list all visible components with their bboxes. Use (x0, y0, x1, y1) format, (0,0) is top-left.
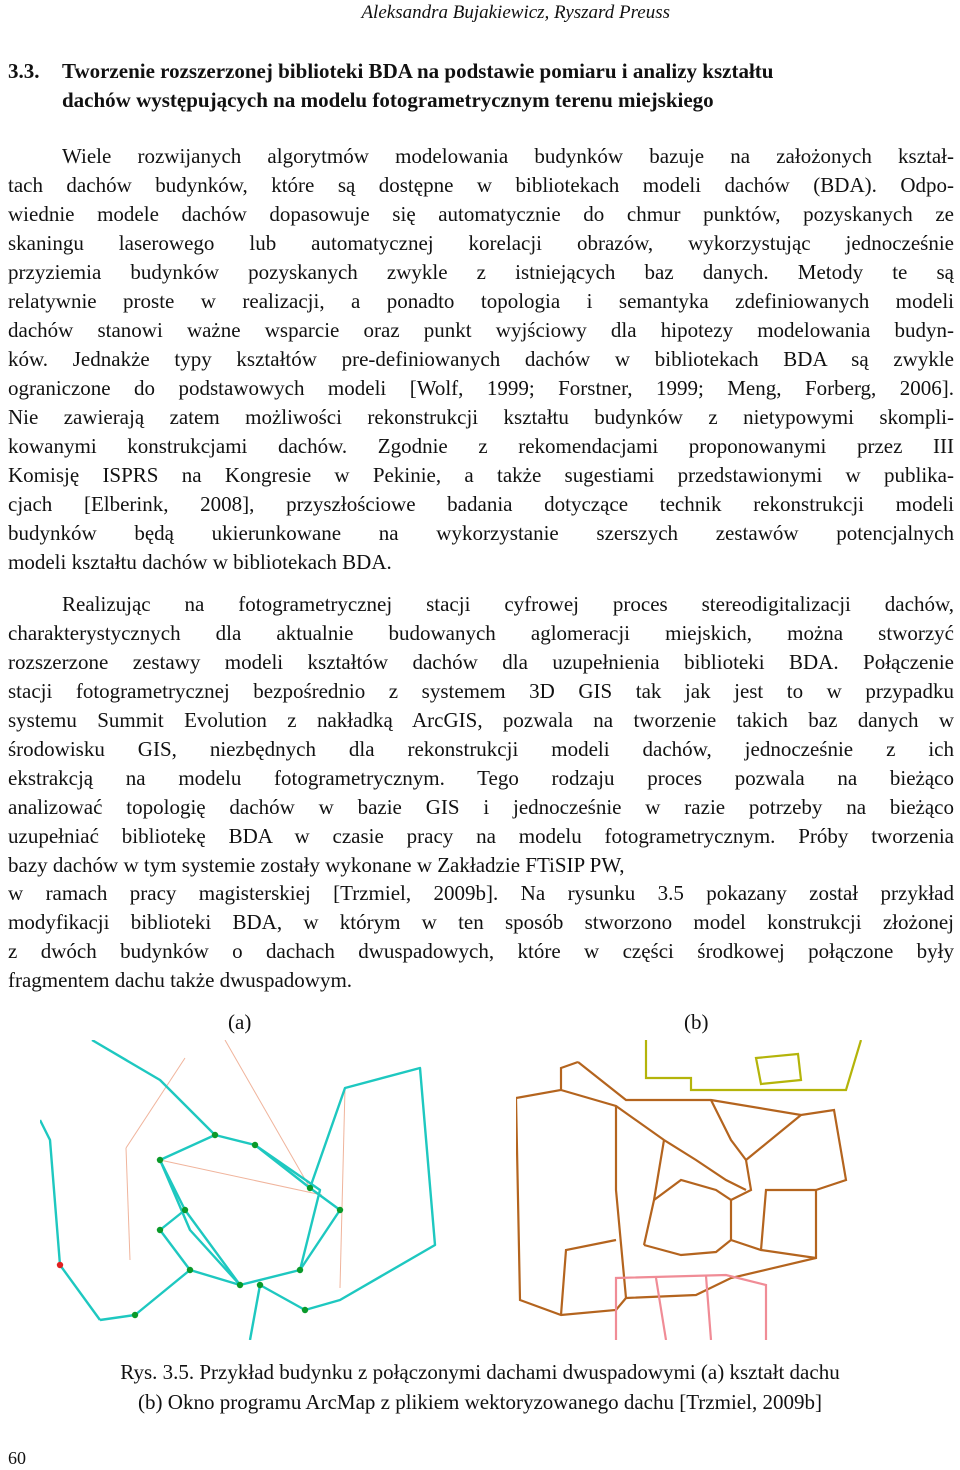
roof-edge (644, 1180, 731, 1255)
roof-edge (160, 1210, 240, 1285)
vertex-marker (182, 1207, 188, 1213)
text-line: Komisję ISPRS na Kongresie w Pekinie, a także sugestiami przedstawionymi w publika- (8, 463, 954, 487)
vertex-marker-red (57, 1262, 63, 1268)
text-line: tach dachów budynków, które są dostępne w bibliotekach modeli dachów (BDA). Odpo- (8, 173, 954, 197)
roof-outline (92, 1040, 435, 1340)
section-heading (8, 57, 958, 115)
caption-line: (b) Okno programu ArcMap z plikiem wektoryzowanego dachu [Trzmiel, 2009b] (138, 1390, 822, 1414)
text-line: relatywnie proste w realizacji, a ponadto topologia i semantyka zdefiniowanych modeli (8, 289, 954, 313)
text-line: Wiele rozwijanych algorytmów modelowania budynków bazuje na założonych kształ- (62, 144, 954, 168)
vertex-marker (212, 1132, 218, 1138)
page-number: 60 (8, 1448, 26, 1468)
vertex-marker (157, 1157, 163, 1163)
vertex-marker (297, 1267, 303, 1273)
adjacent-roof-edge (706, 1276, 711, 1340)
roof-edge (215, 1135, 310, 1188)
running-header: Aleksandra Bujakiewicz, Ryszard Preuss (361, 2, 670, 23)
text-line: ków. Jednakże typy kształtów pre-definiowanych dachów w bibliotekach BDA są zwykle (8, 347, 954, 371)
roof-edge (616, 1106, 626, 1298)
ridge-line (126, 1058, 185, 1148)
ridge-line (340, 1088, 345, 1288)
vertex-marker (302, 1307, 308, 1313)
vertex-marker (257, 1282, 263, 1288)
neighbor-building-outline (646, 1040, 861, 1090)
roof-edge (561, 1090, 746, 1190)
neighbor-building-outline (756, 1054, 801, 1084)
text-line: charakterystycznych dla aktualnie budowanych aglomeracji miejskich, można stworzyć (8, 621, 954, 645)
ridge-line (225, 1040, 310, 1188)
roof-edge (100, 1270, 190, 1320)
vertex-marker (237, 1282, 243, 1288)
text-line: z dwóch budynków o dachach dwuspadowych, które w części środkowej połączone były (8, 939, 954, 963)
section-title-line: Tworzenie rozszerzonej biblioteki BDA na podstawie pomiaru i analizy kształtu (62, 59, 774, 83)
vertex-marker (337, 1207, 343, 1213)
text-line: środowisku GIS, niezbędnych dla rekonstrukcji modeli dachów, jednocześnie z ich (8, 737, 954, 761)
roof-edge (561, 1240, 616, 1315)
text-line: skaningu laserowego lub automatycznej korelacji obrazów, wykorzystując jednocześnie (8, 231, 954, 255)
adjacent-roof-edge (656, 1278, 666, 1340)
text-line: bazy dachów w tym systemie zostały wykonane w Zakładzie FTiSIP PW, (8, 853, 625, 877)
vertex-marker (252, 1142, 258, 1148)
text-line: budynków będą ukierunkowane na wykorzystanie szerszych zestawów potencjalnych (8, 521, 954, 545)
roof-edge (761, 1190, 816, 1250)
text-line: w ramach pracy magisterskiej [Trzmiel, 2009b]. Na rysunku 3.5 pokazany został przykład (8, 881, 954, 905)
vertex-marker (307, 1185, 313, 1191)
text-line: ograniczone do podstawowych modeli [Wolf, 1999; Forstner, 1999; Meng, Forberg, 2006]. (8, 376, 954, 400)
text-line: Nie zawierają zatem możliwości rekonstrukcji kształtu budynków z nietypowymi skompli- (8, 405, 954, 429)
text-line: modyfikacji biblioteki BDA, w którym w ten sposób stworzono model konstrukcji złożonej (8, 910, 954, 934)
roof-edge (711, 1100, 746, 1160)
text-line: stacji fotogrametrycznej bezpośrednio z systemem 3D GIS tak jak jest to w przypadku (8, 679, 954, 703)
text-line: modeli kształtu dachów w bibliotekach BDA. (8, 550, 392, 574)
paragraph-1 (8, 142, 954, 577)
vertex-marker (132, 1312, 138, 1318)
vertex-marker (157, 1227, 163, 1233)
vertex-marker (187, 1267, 193, 1273)
text-line: rozszerzone zestawy modeli kształtów dachów dla uzupełnienia biblioteki BDA. Połączenie (8, 650, 954, 674)
text-line: systemu Summit Evolution z nakładką ArcGIS, pozwala na tworzenie takich baz danych w (8, 708, 954, 732)
text-line: wiednie modele dachów dopasowuje się automatycznie do chmur punktów, pozyskanych ze (8, 202, 954, 226)
text-line: kowanymi konstrukcjami dachów. Zgodnie z rekomendacjami proponowanymi przez III (8, 434, 954, 458)
figure-b-arcmap-vector (516, 1040, 886, 1340)
paragraph-2 (8, 590, 954, 880)
text-line: uzupełniać bibliotekę BDA w czasie pracy na modelu fotogrametrycznym. Próby tworzenia (8, 824, 954, 848)
figure-caption (0, 1357, 960, 1417)
text-line: Realizując na fotogrametrycznej stacji cyfrowej proces stereodigitalizacji dachów, (62, 592, 954, 616)
text-line: ekstrakcją na modelu fotogrametrycznym. Tego rodzaju proces pozwala na bieżąco (8, 766, 954, 790)
adjacent-roof-outline (616, 1275, 766, 1340)
roof-edge (644, 1140, 664, 1245)
paragraph-3 (8, 879, 954, 995)
roof-edge (255, 1145, 320, 1270)
text-line: cjach [Elberink, 2008], przyszłościowe badania dotyczące technik rekonstrukcji modeli (8, 492, 954, 516)
roof-edge (160, 1160, 240, 1285)
caption-line: Rys. 3.5. Przykład budynku z połączonymi dachami dwuspadowymi (a) kształt dachu (120, 1360, 840, 1384)
text-line: dachów stanowi ważne wsparcie oraz punkt wyjściowy dla hipotezy modelowania budyn- (8, 318, 954, 342)
figure-label-b: (b) (684, 1010, 709, 1034)
text-line: analizować topologię dachów w bazie GIS i jednocześnie w razie potrzeby na bieżąco (8, 795, 954, 819)
roof-edge (731, 1240, 816, 1258)
ridge-line (126, 1148, 130, 1260)
roof-outline (40, 1120, 100, 1320)
figure-a-roof-model (40, 1040, 480, 1340)
figure-label-a: (a) (228, 1010, 252, 1034)
section-number: 3.3. (8, 59, 40, 83)
section-title-line: dachów występujących na modelu fotogrametrycznym terenu miejskiego (62, 88, 714, 112)
text-line: przyziemia budynków pozyskanych zwykle z istniejących baz danych. Metody te są (8, 260, 954, 284)
text-line: fragmentem dachu także dwuspadowym. (8, 968, 353, 992)
